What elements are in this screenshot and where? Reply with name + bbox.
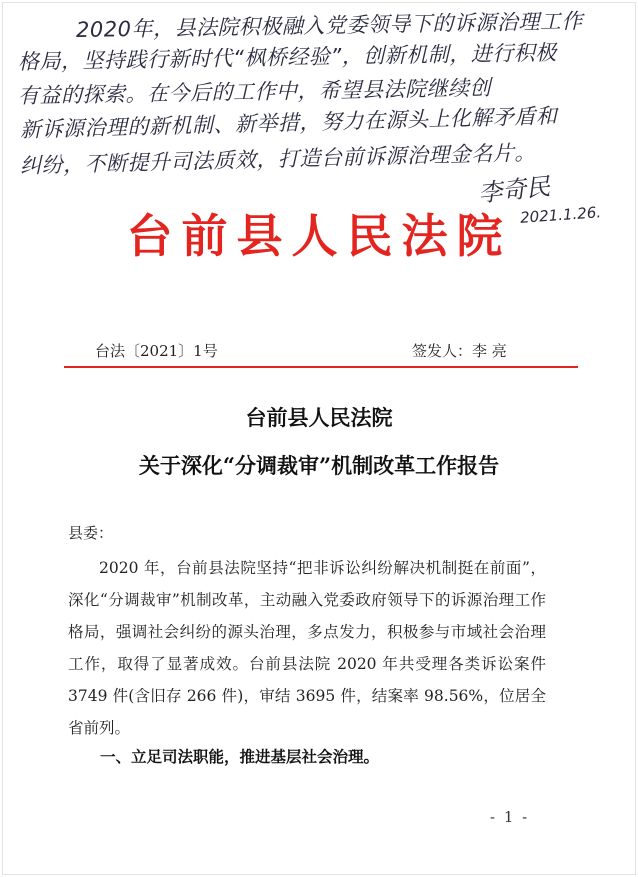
document-number: 台法〔2021〕1号 [95,342,218,360]
body-paragraph: 2020 年，台前县法院坚持“把非诉讼纠纷解决机制挺在前面”，深化“分调裁审”机制改革，主动融入党委政府领导下的诉源治理工作格局，强调社会纠纷的源头治理，多点发力，积极参与市域社会治理工作，取得了显著成效。台前县法院 2020 年共受理各类诉讼案件 3749 件(含旧存 266 件)，审结 3695 件，结案率 98.56%，位居全省前列。 [68,559,546,737]
report-title-line1: 台前县人民法院 [245,405,393,430]
handwritten-signature: 李奇民 [476,172,552,208]
annotation-line: 格局，坚持践行新时代“枫桥经验”，创新机制，进行积极 [17,40,557,74]
annotation-line: 纠纷，不断提升司法质效，打造台前诉源治理金名片。 [19,140,537,178]
page-number: - 1 - [490,808,530,826]
salutation: 县委： [68,524,114,542]
signer-label: 签发人： [412,342,473,360]
annotation-date: 2021.1.26. [519,203,602,227]
annotation-line: 新诉源治理的新机制、新举措，努力在源头上化解矛盾和 [19,103,558,142]
red-divider [64,366,578,368]
annotation-line: 2020年，县法院积极融入党委领导下的诉源治理工作 [75,9,584,42]
issuer-heading: 台前县人民法院 [126,209,512,263]
annotation-line: 有益的探索。在今后的工作中，希望县法院继续创 [17,75,492,108]
section-heading: 一、立足司法职能，推进基层社会治理。 [100,748,380,766]
report-title-line2: 关于深化“分调裁审”机制改革工作报告 [138,453,500,478]
signer-name: 李 亮 [472,342,507,360]
signer [412,340,507,361]
